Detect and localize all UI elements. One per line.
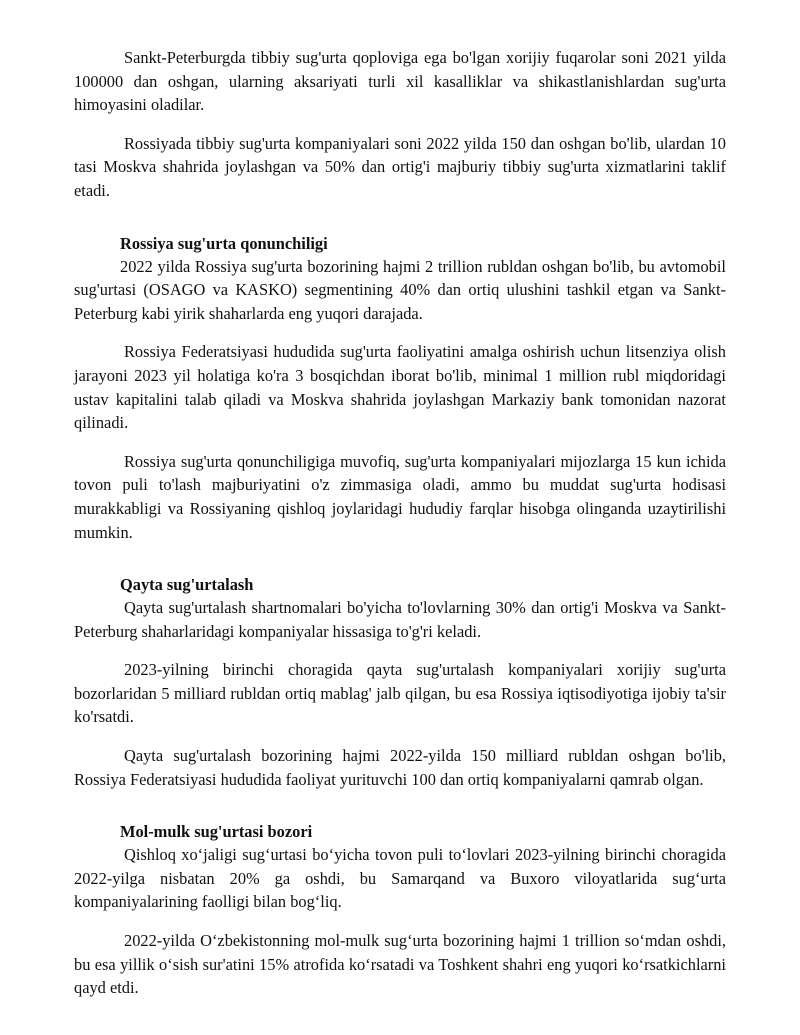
paragraph: Sankt-Peterburgda tibbiy sug'urta qoploviga ega bo'lgan xorijiy fuqarolar soni 2021 yilda 100000 dan oshgan, ularning aksariyati turli xil kasalliklar va shikastlanishlardan sug'urta himoyasini oladilar.: [74, 48, 726, 115]
paragraph: 2023-yilning birinchi choragida qayta sug'urtalash kompaniyalari xorijiy sug'urta bozorlaridan 5 milliard rubldan ortiq mablag' jalb qilgan, bu esa Rossiya iqtisodiyotiga ijobiy ta'sir ko'rsatdi.: [74, 660, 726, 727]
paragraph: Rossiya Federatsiyasi hududida sug'urta faoliyatini amalga oshirish uchun litsenziya olish jarayoni 2023 yil holatiga ko'ra 3 bosqichdan iborat bo'lib, minimal 1 million rubl miqdoridagi ustav kapitalini talab qiladi va Moskva shahrida joylashgan Markaziy bank tomonidan nazorat qilinadi.: [74, 342, 726, 433]
section-heading: Qayta sug'urtalash: [120, 575, 254, 595]
paragraph: 2022-yilda Oʻzbekistonning mol-mulk sugʻurta bozorining hajmi 1 trillion soʻmdan oshdi, bu esa yillik oʻsish sur'atini 15% atrofida koʻrsatadi va Toshkent shahri eng yuqori koʻrsatkichlarni qayd etdi.: [74, 931, 726, 998]
paragraph: Qishloq xoʻjaligi sugʻurtasi boʻyicha tovon puli toʻlovlari 2023-yilning birinchi choragida 2022-yilga nisbatan 20% ga oshdi, bu Samarqand va Buxoro viloyatlarida sugʻurta kompaniyalarining faolligi bilan bogʻliq.: [74, 845, 726, 912]
document-page: [74, 46, 726, 1000]
paragraph: Rossiyada tibbiy sug'urta kompaniyalari soni 2022 yilda 150 dan oshgan bo'lib, ulardan 10 tasi Moskva shahrida joylashgan va 50% dan ortig'i majburiy tibbiy sug'urta xizmatlarini taklif etadi.: [74, 133, 726, 200]
paragraph: 2022 yilda Rossiya sug'urta bozorining hajmi 2 trillion rubldan oshgan bo'lib, bu avtomobil sug'urtasi (OSAGO va KASKO) segmentining 40% dan ortiq ulushini tashkil etgan va Sankt-Peterburg kabi yirik shaharlarda eng yuqori darajada.: [74, 256, 726, 323]
paragraph: Qayta sug'urtalash bozorining hajmi 2022-yilda 150 milliard rubldan oshgan bo'lib, Rossiya Federatsiyasi hududida faoliyat yurituvchi 100 dan ortiq kompaniyalarni qamrab olgan.: [74, 746, 726, 789]
section-heading: Rossiya sug'urta qonunchiligi: [120, 233, 328, 253]
paragraph: Qayta sug'urtalash shartnomalari bo'yicha to'lovlarning 30% dan ortig'i Moskva va Sankt-Peterburg shaharlaridagi kompaniyalar hissasiga to'g'ri keladi.: [74, 598, 726, 641]
paragraph: Rossiya sug'urta qonunchiligiga muvofiq, sug'urta kompaniyalari mijozlarga 15 kun ichida tovon puli to'lash majburiyatini o'z zimmasiga oladi, ammo bu muddat sug'urta hodisasi murakkabligi va Rossiyaning qishloq joylaridagi hududiy farqlar hisobga olinganda uzaytirilishi mumkin.: [74, 451, 726, 542]
section-heading: Mol-mulk sug'urtasi bozori: [120, 822, 313, 842]
